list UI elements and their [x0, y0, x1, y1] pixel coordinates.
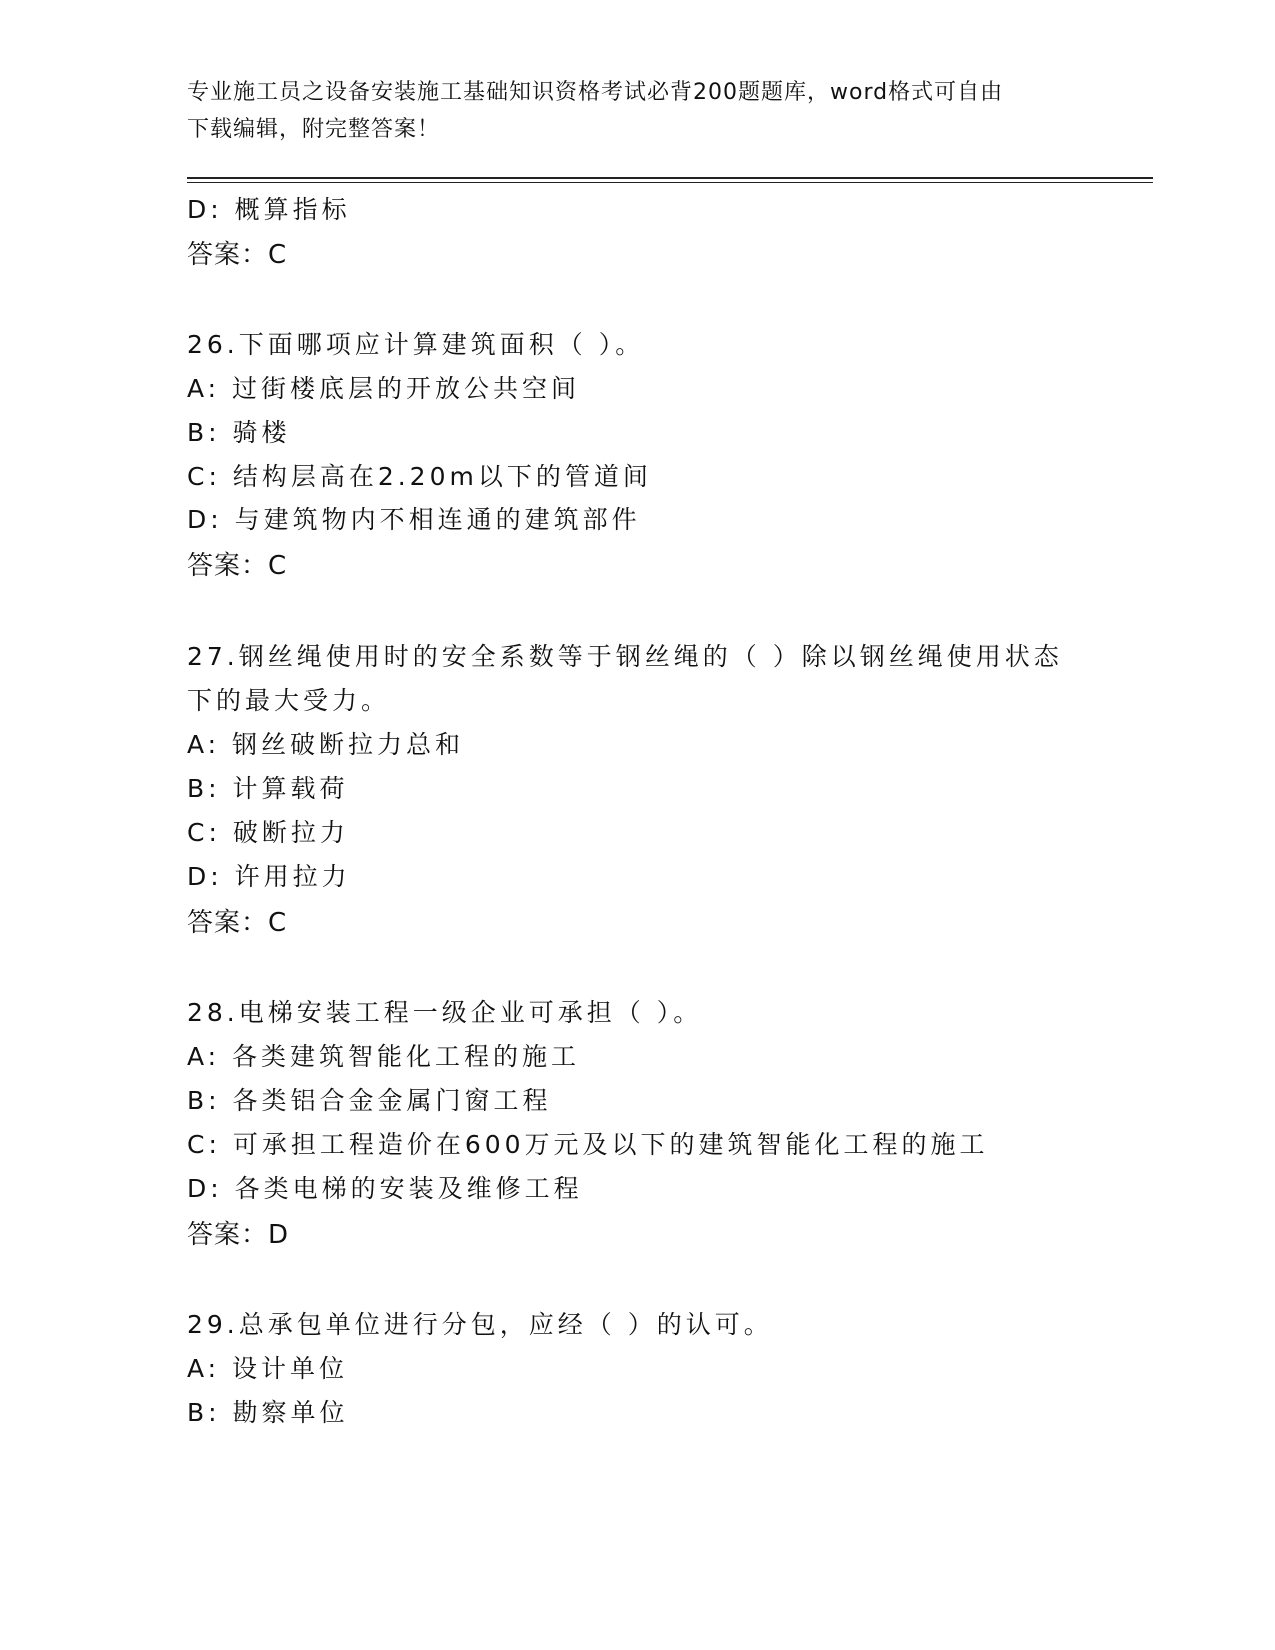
- q29-option-b: B: 勘察单位: [187, 1398, 349, 1427]
- header-line-1: 专业施工员之设备安装施工基础知识资格考试必背200题题库，word格式可自由: [187, 80, 1004, 105]
- q27-option-b: B: 计算载荷: [187, 774, 349, 803]
- q26-stem: 26.下面哪项应计算建筑面积（ ）。: [187, 330, 645, 359]
- q27-stem-line-1: 27.钢丝绳使用时的安全系数等于钢丝绳的（ ）除以钢丝绳使用状态: [187, 642, 1063, 671]
- q25-option-d: D: 概算指标: [187, 195, 351, 224]
- q27-answer: 答案：C: [187, 908, 288, 938]
- document-header: [187, 74, 1087, 148]
- q28-answer: 答案：D: [187, 1220, 290, 1250]
- q26-option-b: B: 骑楼: [187, 418, 291, 447]
- q27-option-c: C: 破断拉力: [187, 818, 349, 847]
- q28-option-c: C: 可承担工程造价在600万元及以下的建筑智能化工程的施工: [187, 1130, 989, 1159]
- q26-answer: 答案：C: [187, 551, 288, 581]
- q28-stem: 28.电梯安装工程一级企业可承担（ ）。: [187, 998, 703, 1027]
- q25-answer: 答案：C: [187, 240, 288, 270]
- header-line-2: 下载编辑，附完整答案！: [187, 117, 441, 142]
- q28-option-b: B: 各类铝合金金属门窗工程: [187, 1086, 552, 1115]
- q27-stem-line-2: 下的最大受力。: [187, 686, 391, 715]
- q27-option-a: A: 钢丝破断拉力总和: [187, 730, 465, 759]
- q28-option-d: D: 各类电梯的安装及维修工程: [187, 1174, 583, 1203]
- q29-option-a: A: 设计单位: [187, 1354, 349, 1383]
- q26-option-d: D: 与建筑物内不相连通的建筑部件: [187, 505, 641, 534]
- q29-stem: 29.总承包单位进行分包，应经（ ）的认可。: [187, 1310, 773, 1339]
- q26-option-a: A: 过街楼底层的开放公共空间: [187, 374, 581, 403]
- q28-option-a: A: 各类建筑智能化工程的施工: [187, 1042, 581, 1071]
- q26-option-c: C: 结构层高在2.20m以下的管道间: [187, 462, 652, 491]
- header-divider-thick: [187, 177, 1153, 179]
- header-divider-thin: [187, 182, 1153, 183]
- q27-option-d: D: 许用拉力: [187, 862, 351, 891]
